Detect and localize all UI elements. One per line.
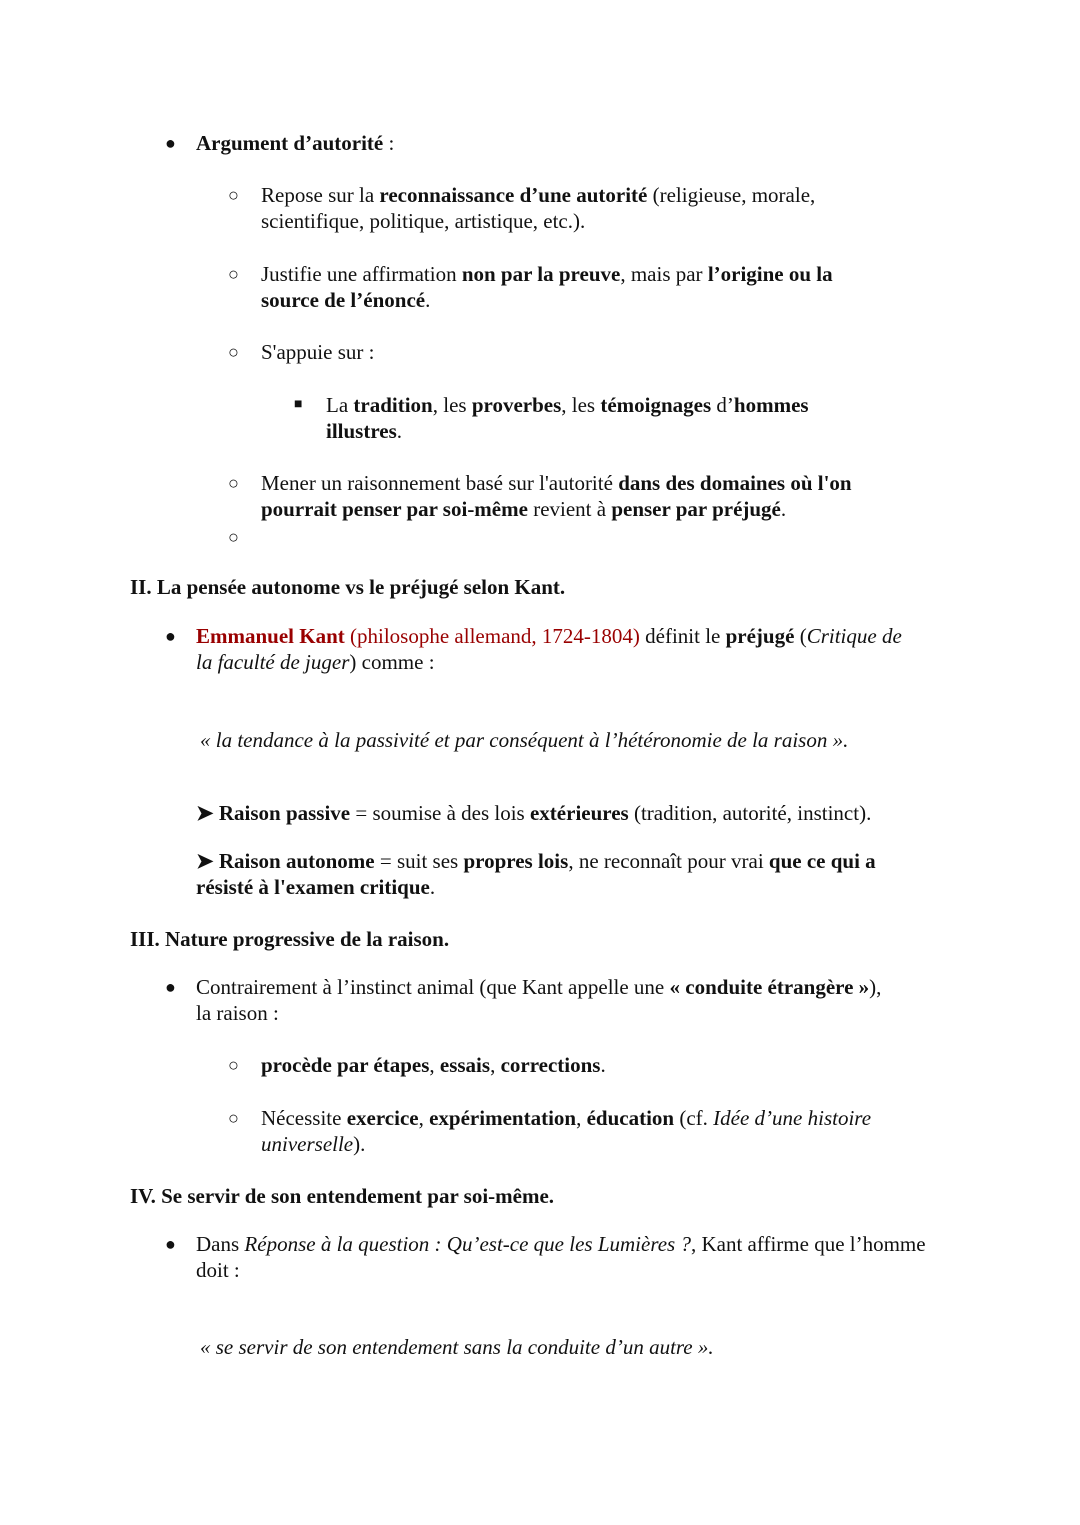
paragraph-dans-reponse <box>196 1231 926 1283</box>
text-segment: « se servir de son entendement sans la conduite d’un autre ». <box>200 1335 714 1359</box>
text-segment: , mais par <box>620 262 708 286</box>
text-segment: la raison : <box>196 1001 279 1025</box>
text-segment: Dans <box>196 1232 245 1256</box>
text-segment: témoignages <box>600 393 712 417</box>
text-segment: corrections <box>500 1053 601 1077</box>
text-segment: (philosophe allemand, 1724-1804) <box>344 624 640 648</box>
circle-marker-icon: ○ <box>228 1108 239 1128</box>
text-segment: scientifique, politique, artistique, etc.). <box>261 209 586 233</box>
text-segment: « conduite étrangère » <box>669 975 870 999</box>
text-segment: propres lois <box>463 849 569 873</box>
text-segment: ➤ Raison autonome <box>196 849 375 873</box>
text-segment: illustres <box>326 419 397 443</box>
section-heading <box>130 574 565 600</box>
text-segment: hommes <box>733 393 809 417</box>
text-segment: , <box>429 1053 440 1077</box>
text-segment: Argument d’autorité <box>196 131 384 155</box>
text-segment: . <box>600 1053 606 1077</box>
paragraph-argument-autorite-title <box>196 130 394 156</box>
circle-marker-icon: ○ <box>228 473 239 493</box>
text-segment: la faculté de juger <box>196 650 350 674</box>
text-segment: ), <box>869 975 882 999</box>
text-segment: Nécessite <box>261 1106 347 1130</box>
text-segment: d’ <box>711 393 734 417</box>
text-segment: , Kant affirme que l’homme <box>690 1232 926 1256</box>
section-heading <box>130 1183 554 1209</box>
paragraph-tradition <box>326 392 809 444</box>
text-segment: , les <box>432 393 472 417</box>
text-segment: universelle <box>261 1132 354 1156</box>
text-segment: . <box>396 419 403 443</box>
bullet-marker-icon: ● <box>165 977 176 997</box>
text-segment: Repose sur la <box>261 183 380 207</box>
text-segment: doit : <box>196 1258 240 1282</box>
paragraph-quote-1 <box>200 727 848 753</box>
paragraph-sappuie <box>261 339 374 365</box>
bullet-marker-icon: ● <box>165 626 176 646</box>
text-segment: « la tendance à la passivité et par conséquent à l’hétéronomie de la raison ». <box>200 728 849 752</box>
text-segment: . <box>429 875 436 899</box>
text-segment: III. Nature progressive de la raison. <box>130 927 450 951</box>
text-segment: proverbes <box>471 393 562 417</box>
paragraph-mener <box>261 470 852 522</box>
text-segment: , les <box>561 393 601 417</box>
text-segment: non par la preuve <box>461 262 621 286</box>
text-segment: II. La pensée autonome vs le préjugé selon Kant. <box>130 575 566 599</box>
paragraph-raison-autonome <box>196 848 876 900</box>
text-segment: définit le <box>639 624 726 648</box>
text-segment: , <box>576 1106 587 1130</box>
text-segment: Réponse à la question : Qu’est-ce que les Lumières ? <box>244 1232 691 1256</box>
text-segment: Mener un raisonnement basé sur l'autorité <box>261 471 619 495</box>
paragraph-raison-passive <box>196 800 871 826</box>
text-segment: penser par préjugé <box>611 497 781 521</box>
text-segment: dans des domaines où l'on <box>618 471 852 495</box>
paragraph-quote-2 <box>200 1334 714 1360</box>
text-segment: exercice <box>346 1106 419 1130</box>
text-segment: . <box>780 497 787 521</box>
text-segment: l’origine ou la <box>707 262 833 286</box>
text-segment: = soumise à des lois <box>350 801 530 825</box>
text-segment: revient à <box>527 497 612 521</box>
paragraph-repose-sur <box>261 182 815 234</box>
paragraph-justifie <box>261 261 833 313</box>
text-segment: Critique de <box>806 624 902 648</box>
text-segment: éducation <box>586 1106 675 1130</box>
text-segment: Contrairement à l’instinct animal (que Kant appelle une <box>196 975 670 999</box>
text-segment: pourrait penser par soi-même <box>261 497 528 521</box>
text-segment: : <box>383 131 395 155</box>
text-segment: préjugé <box>725 624 795 648</box>
text-segment: La <box>326 393 354 417</box>
section-heading <box>130 926 449 952</box>
text-segment: ). <box>353 1132 366 1156</box>
square-marker-icon: ■ <box>294 397 303 412</box>
text-segment: , <box>418 1106 430 1130</box>
circle-marker-icon: ○ <box>228 185 239 205</box>
text-segment: résisté à l'examen critique <box>196 875 430 899</box>
paragraph-necessite <box>261 1105 871 1157</box>
paragraph-kant-definit <box>196 623 902 675</box>
circle-marker-icon: ○ <box>228 342 239 362</box>
text-segment: extérieures <box>529 801 629 825</box>
text-segment: essais <box>439 1053 491 1077</box>
text-segment: (cf. <box>674 1106 714 1130</box>
text-segment: ) comme : <box>349 650 435 674</box>
circle-marker-icon: ○ <box>228 264 239 284</box>
bullet-marker-icon: ● <box>165 133 176 153</box>
paragraph-contrairement <box>196 974 881 1026</box>
text-segment: procède par étapes <box>261 1053 430 1077</box>
text-segment: (religieuse, morale, <box>647 183 816 207</box>
text-segment: tradition <box>353 393 433 417</box>
circle-marker-icon: ○ <box>228 1055 239 1075</box>
text-segment: que ce qui a <box>768 849 876 873</box>
text-segment: Justifie une affirmation <box>261 262 462 286</box>
text-segment: source de l’énoncé <box>261 288 426 312</box>
text-segment: ➤ Raison passive <box>196 801 351 825</box>
circle-marker-icon: ○ <box>228 527 239 547</box>
text-segment: IV. Se servir de son entendement par soi-même. <box>130 1184 555 1208</box>
text-segment: Emmanuel Kant <box>196 624 345 648</box>
text-segment: S'appuie sur : <box>261 340 375 364</box>
text-segment: (tradition, autorité, instinct). <box>628 801 872 825</box>
paragraph-procede <box>261 1052 606 1078</box>
text-segment: Idée d’une histoire <box>713 1106 872 1130</box>
text-segment: , ne reconnaît pour vrai <box>568 849 769 873</box>
text-segment: ( <box>794 624 807 648</box>
text-segment: , <box>490 1053 501 1077</box>
text-segment: . <box>425 288 431 312</box>
text-segment: = suit ses <box>374 849 464 873</box>
text-segment: expérimentation <box>429 1106 577 1130</box>
text-segment: reconnaissance d’une autorité <box>379 183 648 207</box>
bullet-marker-icon: ● <box>165 1234 176 1254</box>
